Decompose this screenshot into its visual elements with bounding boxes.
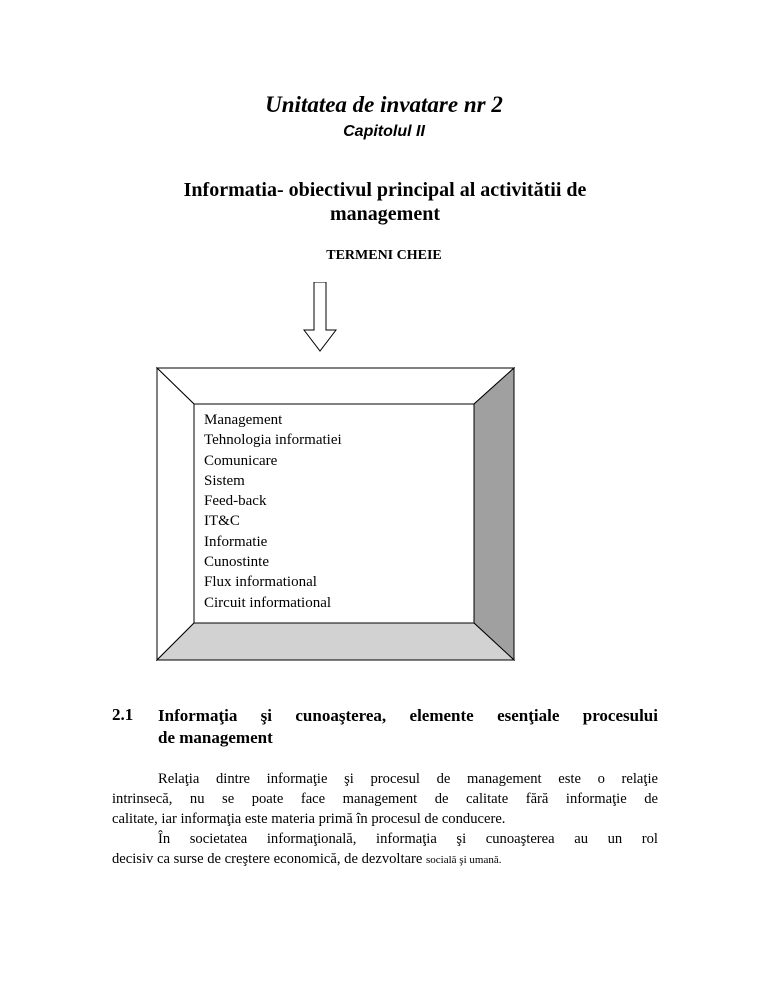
paragraph-2-line2-main: decisiv ca surse de creştere economică, de dezvoltare [112, 851, 427, 867]
list-item: Circuit informational [204, 594, 332, 611]
paragraph-2-line1: În societatea informaţională, informaţia şi cunoaşterea au un rol [158, 831, 658, 847]
paragraph-1 [112, 769, 658, 829]
key-terms-label: TERMENI CHEIE [326, 248, 442, 263]
chapter-label: Capitolul II [343, 123, 425, 140]
list-item: Feed-back [204, 493, 267, 510]
frame-bevel-bottom [157, 623, 514, 660]
down-arrow-icon [302, 282, 338, 354]
paragraph-1-line1: Relaţia dintre informaţie şi procesul de management este o relaţie [158, 771, 658, 787]
list-item: IT&C [204, 513, 240, 530]
section-title [158, 705, 658, 749]
section-number: 2.1 [112, 705, 134, 724]
list-item: Management [204, 412, 283, 428]
frame-bevel-left [157, 368, 194, 660]
list-item: Cunostinte [204, 554, 270, 571]
list-item: Tehnologia informatiei [204, 432, 342, 449]
section-title-line2: de management [158, 728, 273, 747]
list-item: Flux informational [204, 574, 317, 591]
main-heading-line1: Informatia- obiectivul principal al activitătii de [183, 179, 587, 201]
list-item: Sistem [204, 472, 245, 489]
paragraph-2 [112, 829, 658, 870]
paragraph-2-line2-small: socială şi umană. [426, 854, 502, 866]
frame-bevel-top [157, 368, 514, 404]
list-item: Comunicare [204, 452, 278, 469]
paragraph-1-line3: calitate, iar informaţia este materia primă în procesul de conducere. [112, 811, 506, 827]
unit-title: Unitatea de invatare nr 2 [265, 92, 503, 117]
frame-bevel-right [474, 368, 514, 660]
main-heading-line2: management [330, 203, 440, 225]
section-title-line1: Informaţia şi cunoaşterea, elemente esenţiale procesului [158, 706, 658, 725]
main-heading [130, 178, 640, 226]
list-item: Informatie [204, 533, 268, 550]
paragraph-1-line2: intrinsecă, nu se poate face management de calitate fără informaţie de [112, 791, 658, 807]
key-terms-list [204, 410, 342, 613]
paragraph-2-line2 [112, 849, 658, 870]
